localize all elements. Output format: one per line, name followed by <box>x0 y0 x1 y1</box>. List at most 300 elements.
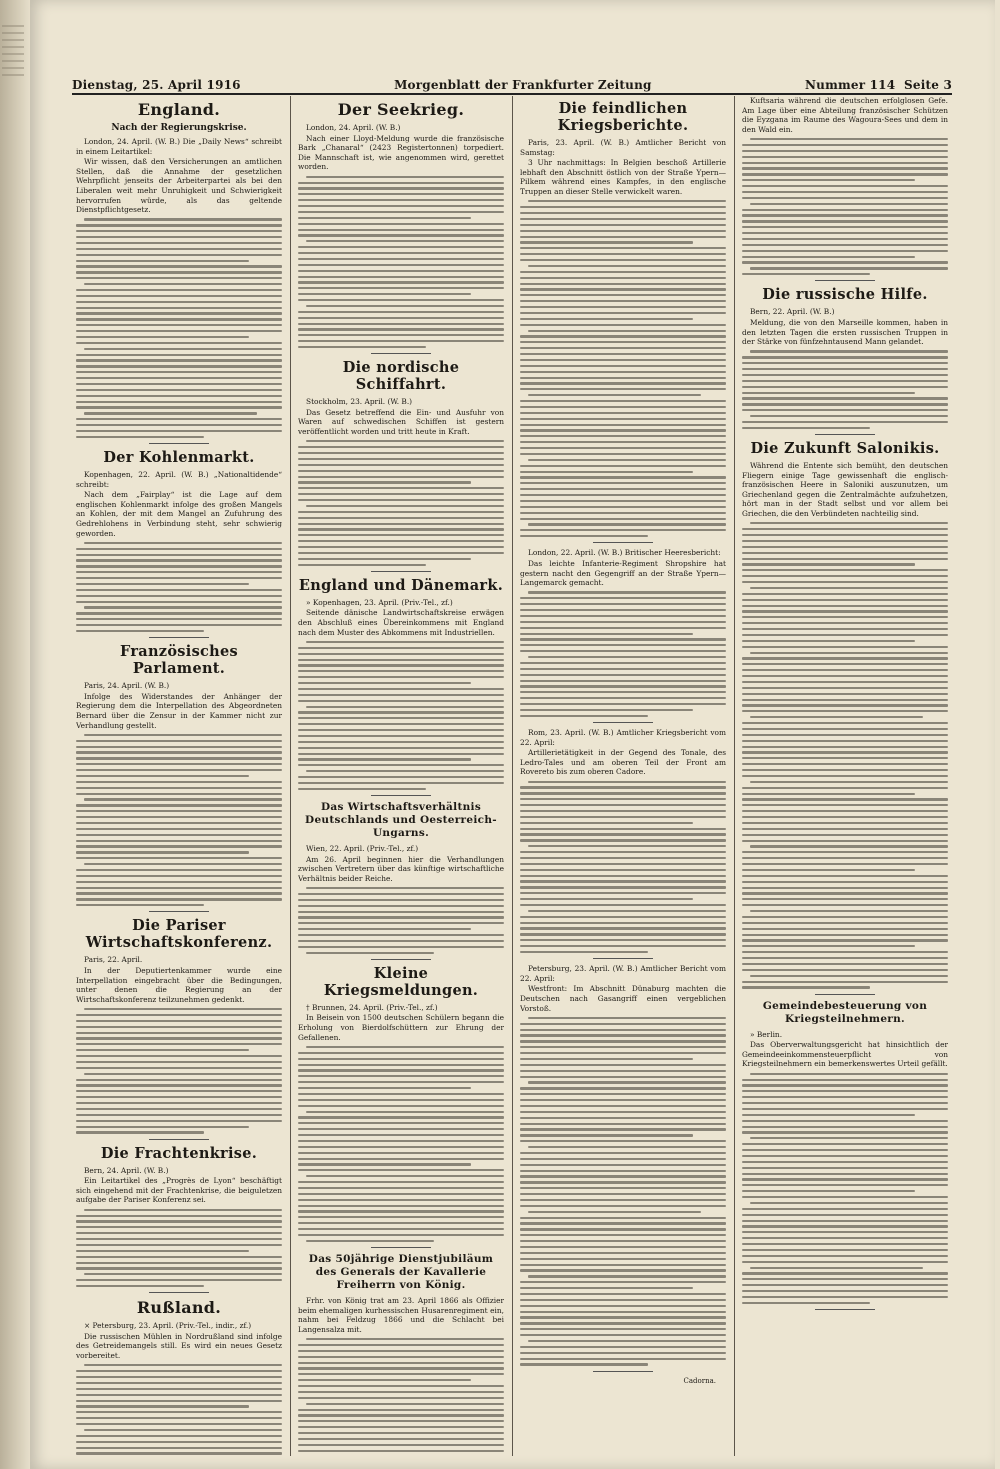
text-line <box>298 1087 471 1089</box>
text-line <box>520 922 726 924</box>
text-line <box>520 429 726 431</box>
article-body: Wir wissen, daß den Versicherungen an amtlichen Stellen, daß die Annahme der gesetzlichen Wehrpflicht jenseits der Arbeiterpartei als bei den Liberalen weit mehr Unruhigkeit und Schwierigkeit hervorrufen würde, als das geltende Dienstpflichtgesetz. <box>76 157 282 215</box>
text-line <box>298 1362 504 1364</box>
text-line <box>76 1079 282 1081</box>
text-line <box>76 271 282 273</box>
article-body: Frhr. von König trat am 23. April 1866 als Offizier beim ehemaligen kurhessischen Husarenregiment ein, nahm bei Feldzug 1866 und die Schlacht bei Langensalza mit. <box>298 1295 504 1334</box>
text-line <box>528 910 726 912</box>
article-text-lines <box>520 1017 726 1366</box>
text-line <box>750 415 948 417</box>
text-line <box>742 928 948 930</box>
text-line <box>298 1099 504 1101</box>
text-line <box>76 395 282 397</box>
text-line <box>76 1382 282 1384</box>
text-line <box>742 1190 915 1192</box>
text-line <box>742 798 948 800</box>
text-line <box>742 981 948 983</box>
text-line <box>742 1167 948 1169</box>
text-line <box>528 523 726 525</box>
text-line <box>742 646 948 648</box>
text-line <box>76 1435 282 1437</box>
text-line <box>520 703 726 705</box>
text-line <box>742 209 948 211</box>
text-line <box>742 220 948 222</box>
text-line <box>84 798 282 800</box>
article-dateline: Stockholm, 23. April. (W. B.) <box>306 397 413 407</box>
text-line <box>76 1370 282 1372</box>
text-line <box>298 1344 504 1346</box>
text-line <box>298 1205 504 1207</box>
text-line <box>742 214 948 216</box>
text-line <box>742 605 948 607</box>
text-line <box>742 763 948 765</box>
section-divider <box>371 959 431 960</box>
text-line <box>520 347 726 349</box>
text-line <box>298 940 504 942</box>
text-line <box>742 563 915 565</box>
text-line <box>520 1240 726 1242</box>
text-line <box>520 1117 726 1119</box>
text-line <box>298 311 504 313</box>
text-line <box>76 898 282 900</box>
text-line <box>76 1244 282 1246</box>
text-line <box>742 1296 948 1298</box>
text-line <box>520 1187 726 1189</box>
text-line <box>76 816 282 818</box>
text-line <box>742 1108 948 1110</box>
text-line <box>76 554 282 556</box>
article-body: In der Deputiertenkammer wurde eine Interpellation eingebracht über die Bedingungen, unter denen die Regierung an der Wirtschaftskonferenz teilzunehmen gedenkt. <box>76 965 282 1004</box>
text-line <box>742 851 948 853</box>
article-dateline: Paris, 24. April. (W. B.) <box>84 681 170 691</box>
text-line <box>742 226 948 228</box>
text-line <box>298 334 504 336</box>
text-line <box>76 254 282 256</box>
text-line <box>298 493 504 495</box>
section-heading: Die Pariser Wirtschaftskonferenz. <box>85 917 273 952</box>
text-line <box>298 711 504 713</box>
text-line <box>298 916 504 918</box>
text-line <box>76 1279 282 1281</box>
text-line <box>298 670 504 672</box>
section-heading: Gemeindebesteuerung von Kriegsteilnehmern. <box>762 999 928 1025</box>
text-line <box>520 1064 726 1066</box>
section-divider <box>815 434 875 435</box>
text-line <box>520 951 648 953</box>
text-line <box>742 957 948 959</box>
article-body: Am 26. April beginnen hier die Verhandlungen zwischen Vertretern über das künftige wirtschaftliche Verhältnis beider Reiche. <box>298 854 504 883</box>
text-line <box>742 380 948 382</box>
section-divider <box>371 1247 431 1248</box>
text-line <box>76 559 282 561</box>
text-line <box>742 675 948 677</box>
text-line <box>520 1234 726 1236</box>
text-line <box>742 693 948 695</box>
text-line <box>298 517 504 519</box>
text-line <box>298 1163 471 1165</box>
text-line <box>76 1238 282 1240</box>
text-line <box>742 892 948 894</box>
text-line <box>750 522 948 524</box>
text-line <box>76 365 282 367</box>
article-text-lines <box>298 641 504 790</box>
text-line <box>84 1073 282 1075</box>
text-line <box>750 975 948 977</box>
text-line <box>298 1367 504 1369</box>
text-line <box>76 892 282 894</box>
section-heading: Die russische Hilfe. <box>762 286 928 304</box>
text-line <box>76 242 282 244</box>
text-line <box>528 459 726 461</box>
article-dateline: Paris, 22. April. <box>84 955 143 965</box>
text-line <box>742 622 948 624</box>
text-line <box>520 1352 726 1354</box>
text-line <box>520 288 726 290</box>
text-line <box>520 916 726 918</box>
text-line <box>742 1302 870 1304</box>
text-line <box>520 1128 726 1130</box>
article-dateline: London, 22. April. (W. B.) Britischer Heeresbericht: <box>528 548 721 558</box>
text-line <box>84 863 282 865</box>
section-divider <box>593 1371 653 1372</box>
page-header <box>72 74 952 92</box>
text-line <box>742 787 948 789</box>
text-line <box>298 1052 504 1054</box>
text-line <box>298 564 426 566</box>
text-line <box>742 922 948 924</box>
text-line <box>76 618 282 620</box>
text-line <box>520 1058 693 1060</box>
text-line <box>306 305 504 307</box>
text-line <box>76 1388 282 1390</box>
text-line <box>742 374 948 376</box>
text-line <box>520 851 726 853</box>
column-1 <box>76 96 282 1456</box>
text-line <box>520 638 726 640</box>
text-line <box>298 664 504 666</box>
text-line <box>298 1432 504 1434</box>
text-line <box>306 1175 504 1177</box>
text-line <box>520 476 726 478</box>
text-line <box>298 323 504 325</box>
text-line <box>520 933 726 935</box>
text-line <box>298 1187 504 1189</box>
article-text-lines <box>76 1008 282 1134</box>
text-line <box>742 356 948 358</box>
text-line <box>306 641 504 643</box>
text-line <box>76 904 204 906</box>
text-line <box>520 1046 726 1048</box>
text-line <box>742 1120 948 1122</box>
text-line <box>520 1228 726 1230</box>
text-line <box>520 212 726 214</box>
article-text-lines <box>76 542 282 632</box>
text-line <box>742 699 948 701</box>
text-line <box>742 810 948 812</box>
text-line <box>528 781 726 783</box>
text-line <box>520 1158 726 1160</box>
text-line <box>528 1146 726 1148</box>
text-line <box>520 833 726 835</box>
text-line <box>76 1394 282 1396</box>
text-line <box>298 1140 504 1142</box>
text-line <box>298 328 504 330</box>
text-line <box>306 887 504 889</box>
text-line <box>742 173 948 175</box>
text-line <box>76 436 204 438</box>
text-line <box>742 1096 948 1098</box>
text-line <box>76 787 282 789</box>
text-line <box>520 1134 693 1136</box>
text-line <box>520 1111 726 1113</box>
text-line <box>76 354 282 356</box>
text-line <box>76 1411 282 1413</box>
text-line <box>298 258 504 260</box>
text-line <box>742 757 948 759</box>
text-line <box>306 440 504 442</box>
text-line <box>298 1373 504 1375</box>
text-line <box>298 893 504 895</box>
text-line <box>84 1429 282 1431</box>
text-line <box>528 330 726 332</box>
text-line <box>520 283 726 285</box>
text-line <box>298 293 471 295</box>
section-divider <box>815 280 875 281</box>
text-line <box>298 700 504 702</box>
text-line <box>520 359 726 361</box>
text-line <box>742 569 948 571</box>
text-line <box>76 1220 282 1222</box>
text-line <box>750 587 948 589</box>
column-4 <box>742 96 948 1456</box>
text-line <box>742 1084 948 1086</box>
text-line <box>76 875 282 877</box>
article-body: Kuftsaria während die deutschen erfolglosen Gefe. Am Lage über eine Abteilung französischer Schützen die Eyzgana im Raume des Wagoura-Sees und dem in den Wald ein. <box>742 96 948 134</box>
text-line <box>742 1214 948 1216</box>
text-line <box>520 353 726 355</box>
text-line <box>76 289 282 291</box>
text-line <box>520 306 726 308</box>
article-dateline: Bern, 24. April. (W. B.) <box>84 1165 169 1175</box>
section-heading: Das Wirtschaftsverhältnis Deutschlands und Oesterreich-Ungarns. <box>305 800 497 839</box>
text-line <box>520 715 648 717</box>
text-line <box>298 205 504 207</box>
text-line <box>520 518 726 520</box>
text-line <box>76 624 282 626</box>
text-line <box>298 1199 504 1201</box>
section-heading: Der Seekrieg. <box>337 100 465 119</box>
text-line <box>306 1111 504 1113</box>
text-line <box>298 1356 504 1358</box>
text-line <box>76 845 282 847</box>
text-line <box>306 1338 504 1340</box>
text-line <box>76 851 249 853</box>
text-line <box>298 1426 504 1428</box>
section-divider <box>149 1292 209 1293</box>
text-line <box>76 840 282 842</box>
article-dateline: Kopenhagen, 22. April. (W. B.) „Nationaltidende“ schreibt: <box>76 470 282 489</box>
text-line <box>520 1193 726 1195</box>
text-line <box>76 307 282 309</box>
text-line <box>298 676 504 678</box>
text-line <box>742 528 948 530</box>
section-divider <box>371 795 431 796</box>
column-2 <box>298 96 504 1456</box>
text-line <box>520 644 726 646</box>
text-line <box>520 259 726 261</box>
text-line <box>298 299 504 301</box>
article-dateline: London, 24. April. (W. B.) Die „Daily News“ schreibt in einem Leitartikel: <box>76 137 282 156</box>
text-line <box>76 301 282 303</box>
text-line <box>84 348 282 350</box>
text-line <box>742 681 948 683</box>
text-line <box>742 863 948 865</box>
text-line <box>298 558 471 560</box>
text-line <box>520 1287 693 1289</box>
text-line <box>742 951 948 953</box>
text-line <box>520 1328 726 1330</box>
text-line <box>742 238 948 240</box>
text-line <box>520 529 726 531</box>
text-line <box>520 1311 726 1313</box>
text-line <box>750 138 948 140</box>
text-line <box>520 792 726 794</box>
text-line <box>76 1020 282 1022</box>
text-line <box>298 1158 504 1160</box>
text-line <box>742 1184 948 1186</box>
text-line <box>76 1215 282 1217</box>
text-line <box>750 203 948 205</box>
text-line <box>750 350 948 352</box>
text-line <box>742 804 948 806</box>
text-line <box>520 1152 726 1154</box>
text-line <box>298 1064 504 1066</box>
text-line <box>520 904 726 906</box>
text-line <box>742 232 948 234</box>
text-line <box>520 471 693 473</box>
text-line <box>742 1243 948 1245</box>
text-line <box>76 1096 282 1098</box>
text-line <box>298 1414 504 1416</box>
text-line <box>520 1316 726 1318</box>
text-line <box>520 1363 648 1365</box>
text-line <box>298 741 504 743</box>
text-line <box>76 359 282 361</box>
section-heading: Der Kohlenmarkt. <box>103 449 255 466</box>
text-line <box>742 1225 948 1227</box>
text-line <box>742 934 948 936</box>
text-line <box>298 659 504 661</box>
text-line <box>520 365 726 367</box>
text-line <box>742 1090 948 1092</box>
text-line <box>76 1126 249 1128</box>
text-line <box>520 1181 726 1183</box>
text-line <box>306 1240 434 1242</box>
text-line <box>298 723 504 725</box>
text-line <box>520 1293 726 1295</box>
text-line <box>742 1231 948 1233</box>
text-line <box>298 287 504 289</box>
text-line <box>520 939 726 941</box>
text-line <box>76 1049 249 1051</box>
text-line <box>298 1181 504 1183</box>
text-line <box>520 1052 726 1054</box>
text-line <box>76 330 282 332</box>
text-line <box>298 1146 504 1148</box>
text-line <box>742 939 948 941</box>
text-line <box>298 470 504 472</box>
text-line <box>84 412 257 414</box>
text-line <box>298 1438 504 1440</box>
text-line <box>742 887 948 889</box>
header-page: Seite 3 <box>904 78 952 92</box>
text-line <box>520 236 726 238</box>
section-heading: England und Dänemark. <box>298 576 504 594</box>
text-line <box>298 511 504 513</box>
text-line <box>520 1269 726 1271</box>
text-line <box>520 1246 726 1248</box>
text-line <box>76 324 282 326</box>
text-line <box>298 234 504 236</box>
text-line <box>306 952 434 954</box>
article-body: Die russischen Mühlen in Nordrußland sind infolge des Getreidemangels still. Es wird ein neues Gesetz vorbereitet. <box>76 1331 282 1360</box>
text-line <box>520 1346 726 1348</box>
section-divider <box>593 958 653 959</box>
text-line <box>742 828 948 830</box>
text-line <box>528 1275 726 1277</box>
text-line <box>520 863 726 865</box>
text-line <box>76 418 282 420</box>
text-line <box>528 1017 726 1019</box>
text-line <box>298 922 504 924</box>
text-line <box>298 340 504 342</box>
text-line <box>76 260 249 262</box>
text-line <box>298 1385 504 1387</box>
text-line <box>520 1199 726 1201</box>
text-line <box>520 435 726 437</box>
text-line <box>298 276 504 278</box>
text-line <box>76 371 282 373</box>
text-line <box>76 424 282 426</box>
text-line <box>298 264 504 266</box>
header-title: Morgenblatt der Frankfurter Zeitung <box>394 78 652 92</box>
text-line <box>298 546 504 548</box>
article-text-lines <box>76 1209 282 1288</box>
text-line <box>520 875 726 877</box>
text-line <box>84 1008 282 1010</box>
text-line <box>76 277 282 279</box>
text-line <box>742 657 948 659</box>
text-line <box>750 1137 948 1139</box>
text-line <box>520 1140 726 1142</box>
text-line <box>742 386 948 388</box>
text-line <box>76 236 282 238</box>
text-line <box>742 857 948 859</box>
text-line <box>298 911 504 913</box>
text-line <box>528 1340 726 1342</box>
text-line <box>520 615 726 617</box>
text-line <box>520 709 693 711</box>
text-line <box>742 875 948 877</box>
article-text-lines <box>298 1338 504 1456</box>
text-line <box>742 634 948 636</box>
text-line <box>742 1284 948 1286</box>
text-line <box>298 1075 504 1077</box>
text-line <box>76 565 282 567</box>
text-line <box>306 706 504 708</box>
text-line <box>298 1193 504 1195</box>
text-line <box>742 1220 948 1222</box>
